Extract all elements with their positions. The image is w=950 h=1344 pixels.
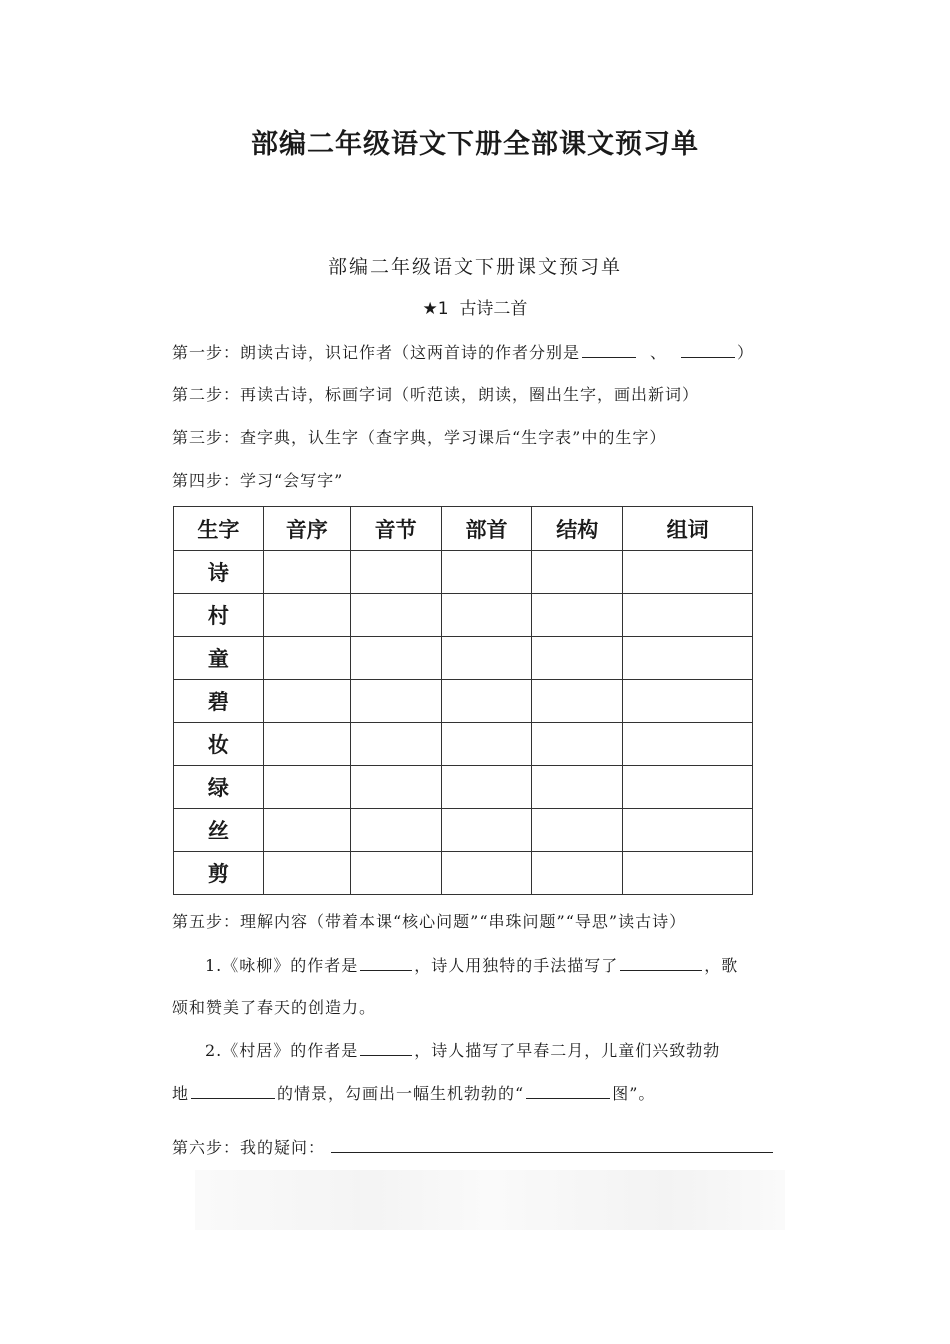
input-cell[interactable]: [350, 637, 441, 680]
question-1-line-2: 颂和赞美了春天的创造力。: [172, 998, 377, 1017]
input-cell[interactable]: [532, 680, 623, 723]
header-cell: 结构: [532, 507, 623, 551]
input-cell[interactable]: [532, 551, 623, 594]
character-cell: 诗: [174, 551, 264, 594]
input-cell[interactable]: [441, 723, 532, 766]
input-cell[interactable]: [441, 852, 532, 895]
q2-text-c: 地: [172, 1084, 190, 1103]
q1-text-c: ，歌: [704, 956, 739, 975]
q1-text-a: 1.《咏柳》的作者是: [205, 956, 359, 975]
q2-activity-blank[interactable]: [191, 1084, 275, 1099]
character-cell: 村: [174, 594, 264, 637]
question-answer-blank[interactable]: [331, 1138, 773, 1153]
step-1: [172, 340, 754, 363]
input-cell[interactable]: [532, 766, 623, 809]
table-row: [174, 723, 753, 766]
step-1-text: 第一步：朗读古诗，识记作者（这两首诗的作者分别是: [172, 343, 581, 362]
step-4: 第四步：学习“会写字”: [172, 471, 344, 490]
lesson-name: 古诗二首: [459, 299, 528, 319]
step-5: 第五步：理解内容（带着本课“核心问题”“串珠问题”“导思”读古诗）: [172, 912, 687, 931]
input-cell[interactable]: [263, 680, 350, 723]
input-cell[interactable]: [623, 594, 753, 637]
input-cell[interactable]: [263, 551, 350, 594]
step-2: 第二步：再读古诗，标画字词（听范读，朗读，圈出生字，画出新词）: [172, 385, 700, 404]
question-2-line-1: [205, 1038, 720, 1061]
input-cell[interactable]: [441, 680, 532, 723]
input-cell[interactable]: [263, 594, 350, 637]
input-cell[interactable]: [350, 809, 441, 852]
input-cell[interactable]: [623, 680, 753, 723]
input-cell[interactable]: [263, 852, 350, 895]
q2-picture-blank[interactable]: [526, 1084, 610, 1099]
step-1-separator: 、: [650, 343, 668, 362]
character-cell: 碧: [174, 680, 264, 723]
worksheet-title: 部编二年级语文下册课文预习单: [327, 256, 622, 278]
input-cell[interactable]: [350, 680, 441, 723]
step-1-close: ）: [737, 343, 755, 362]
table-row: [174, 809, 753, 852]
q2-text-a: 2.《村居》的作者是: [205, 1041, 359, 1060]
input-cell[interactable]: [532, 594, 623, 637]
header-cell: 组词: [623, 507, 753, 551]
input-cell[interactable]: [532, 852, 623, 895]
input-cell[interactable]: [441, 809, 532, 852]
input-cell[interactable]: [623, 852, 753, 895]
input-cell[interactable]: [441, 594, 532, 637]
input-cell[interactable]: [623, 723, 753, 766]
table-row: [174, 594, 753, 637]
character-cell: 绿: [174, 766, 264, 809]
input-cell[interactable]: [623, 551, 753, 594]
q1-content-blank[interactable]: [620, 956, 702, 971]
input-cell[interactable]: [623, 637, 753, 680]
input-cell[interactable]: [441, 551, 532, 594]
step-3: 第三步：查字典，认生字（查字典，学习课后“生字表”中的生字）: [172, 428, 667, 447]
step-6-text: 第六步：我的疑问：: [172, 1138, 326, 1157]
input-cell[interactable]: [532, 637, 623, 680]
lesson-title: [0, 294, 950, 319]
input-cell[interactable]: [532, 723, 623, 766]
table-row: [174, 551, 753, 594]
q1-author-blank[interactable]: [360, 956, 412, 971]
table-row: [174, 637, 753, 680]
character-cell: 妆: [174, 723, 264, 766]
input-cell[interactable]: [532, 809, 623, 852]
input-cell[interactable]: [263, 766, 350, 809]
input-cell[interactable]: [350, 551, 441, 594]
input-cell[interactable]: [263, 809, 350, 852]
character-cell: 剪: [174, 852, 264, 895]
scan-shadow: [195, 1170, 785, 1230]
author-blank-2[interactable]: [681, 343, 735, 358]
table-header-row: [174, 507, 753, 551]
question-2-line-2: [172, 1081, 655, 1104]
input-cell[interactable]: [441, 637, 532, 680]
q2-author-blank[interactable]: [360, 1041, 412, 1056]
table-row: [174, 766, 753, 809]
character-cell: 童: [174, 637, 264, 680]
character-table: [173, 506, 753, 895]
input-cell[interactable]: [441, 766, 532, 809]
input-cell[interactable]: [623, 809, 753, 852]
author-blank-1[interactable]: [582, 343, 636, 358]
header-cell: 部首: [441, 507, 532, 551]
star-icon: ★: [422, 299, 438, 319]
input-cell[interactable]: [350, 766, 441, 809]
character-cell: 丝: [174, 809, 264, 852]
q2-text-d: 的情景，勾画出一幅生机勃勃的“: [277, 1084, 525, 1103]
input-cell[interactable]: [263, 723, 350, 766]
step-6: [172, 1135, 775, 1158]
lesson-number: 1: [437, 299, 449, 319]
header-cell: 音序: [263, 507, 350, 551]
question-1-line-1: [205, 953, 738, 976]
input-cell[interactable]: [350, 852, 441, 895]
input-cell[interactable]: [263, 637, 350, 680]
table-row: [174, 852, 753, 895]
q2-text-b: ，诗人描写了早春二月，儿童们兴致勃勃: [414, 1041, 721, 1060]
input-cell[interactable]: [350, 594, 441, 637]
header-cell: 生字: [174, 507, 264, 551]
input-cell[interactable]: [623, 766, 753, 809]
header-cell: 音节: [350, 507, 441, 551]
input-cell[interactable]: [350, 723, 441, 766]
q2-text-e: 图”。: [612, 1084, 656, 1103]
main-title: 部编二年级语文下册全部课文预习单: [251, 129, 699, 160]
q1-text-b: ，诗人用独特的手法描写了: [414, 956, 619, 975]
table-row: [174, 680, 753, 723]
